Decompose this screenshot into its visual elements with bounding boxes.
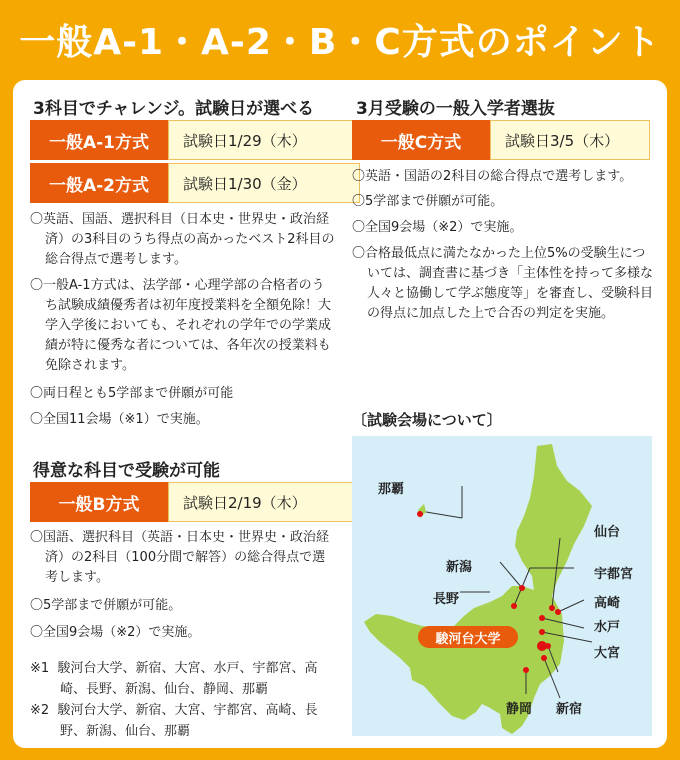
section-a-bullet-3: 〇両日程とも5学部まで併願が可能 <box>30 386 234 401</box>
section-a-bullet-1: 〇英語、国語、選択科目（日本史・世界史・政治経済）の3科目のうち得点の高かったベスト2科目の総合得点で選考します。 <box>30 212 335 267</box>
dot-naha <box>417 511 423 517</box>
dot-university <box>537 641 547 651</box>
dot-mito <box>539 629 545 635</box>
section-b-bullet-2: 〇5学部まで併願が可能。 <box>30 598 182 613</box>
note-2-mark: ※2 <box>30 703 50 718</box>
city-utsunomiya: 宇都宮 <box>594 567 634 582</box>
section-a-bullet-2: 〇一般A-1方式は、法学部・心理学部の合格者のうち試験成績優秀者は初年度授業料を全額免除！大学入学後においても、それぞれの学年での学業成績が特に優秀な者については、各年次の授業料も免除されます。 <box>30 278 332 373</box>
method-b-date: 試験日2/19（木） <box>168 482 360 522</box>
method-c-label: 一般C方式 <box>352 120 490 160</box>
section-b-bullet-1: 〇国語、選択科目（英語・日本史・世界史・政治経済）の2科目（100分間で解答）の総合得点で選考します。 <box>30 530 330 585</box>
method-b-label: 一般B方式 <box>30 482 168 522</box>
method-a1-row <box>30 120 360 160</box>
note-2 <box>30 700 340 742</box>
note-1 <box>30 658 340 700</box>
section-c-bullet-4: 〇合格最低点に満たなかった上位5%の受験生については、調査書に基づき「主体性を持って多様な人々と協働して学ぶ態度等」を審査し、受験科目の得点に加点した上で合否の判定を実施。 <box>352 246 654 321</box>
section-c-bullet-1: 〇英語・国語の2科目の総合得点で選考します。 <box>352 169 633 184</box>
city-mito: 水戸 <box>594 620 621 635</box>
university-label: 駿河台大学 <box>418 626 518 648</box>
section-c-bullet-3: 〇全国9会場（※2）で実施。 <box>352 220 523 235</box>
city-takasaki: 高崎 <box>594 596 621 611</box>
method-a2-row <box>30 163 360 203</box>
city-niigata: 新潟 <box>446 560 473 575</box>
section-a-title: 3科目でチャレンジ。試験日が選べる <box>33 99 315 119</box>
venues-title: 〔試験会場について〕 <box>352 411 502 429</box>
city-shinjuku: 新宿 <box>556 702 583 717</box>
method-a2-label: 一般A-2方式 <box>30 163 168 203</box>
dot-niigata <box>519 585 525 591</box>
page-title: 一般A-1・A-2・B・C方式のポイント <box>19 22 661 63</box>
method-c-row <box>352 120 650 160</box>
section-b-title: 得意な科目で受験が可能 <box>33 461 220 481</box>
section-c-bullet-2: 〇5学部まで併願が可能。 <box>352 194 504 209</box>
dot-takasaki <box>539 615 545 621</box>
map-land-main <box>364 586 564 734</box>
section-a-bullet-4: 〇全国11会場（※1）で実施。 <box>30 412 209 427</box>
city-shizuoka: 静岡 <box>506 702 533 717</box>
city-sendai: 仙台 <box>594 525 621 540</box>
dot-nagano <box>511 603 517 609</box>
dot-shinjuku <box>541 655 547 661</box>
city-nagano: 長野 <box>433 592 460 607</box>
dot-utsunomiya <box>555 609 561 615</box>
method-c-date: 試験日3/5（木） <box>490 120 650 160</box>
section-b-bullet-3: 〇全国9会場（※2）で実施。 <box>30 625 201 640</box>
method-a1-date: 試験日1/29（木） <box>168 120 360 160</box>
section-c-title: 3月受験の一般入学者選抜 <box>356 99 555 119</box>
city-omiya: 大宮 <box>594 646 621 661</box>
note-1-text: 駿河台大学、新宿、大宮、水戸、宇都宮、高崎、長野、新潟、仙台、静岡、那覇 <box>57 661 318 697</box>
dot-sendai <box>549 605 555 611</box>
note-1-mark: ※1 <box>30 661 50 676</box>
method-b-row <box>30 482 360 522</box>
method-a2-date: 試験日1/30（金） <box>168 163 360 203</box>
note-2-text: 駿河台大学、新宿、大宮、宇都宮、高崎、長野、新潟、仙台、那覇 <box>57 703 318 739</box>
method-a1-label: 一般A-1方式 <box>30 120 168 160</box>
city-naha: 那覇 <box>378 482 405 497</box>
dot-shizuoka <box>523 667 529 673</box>
